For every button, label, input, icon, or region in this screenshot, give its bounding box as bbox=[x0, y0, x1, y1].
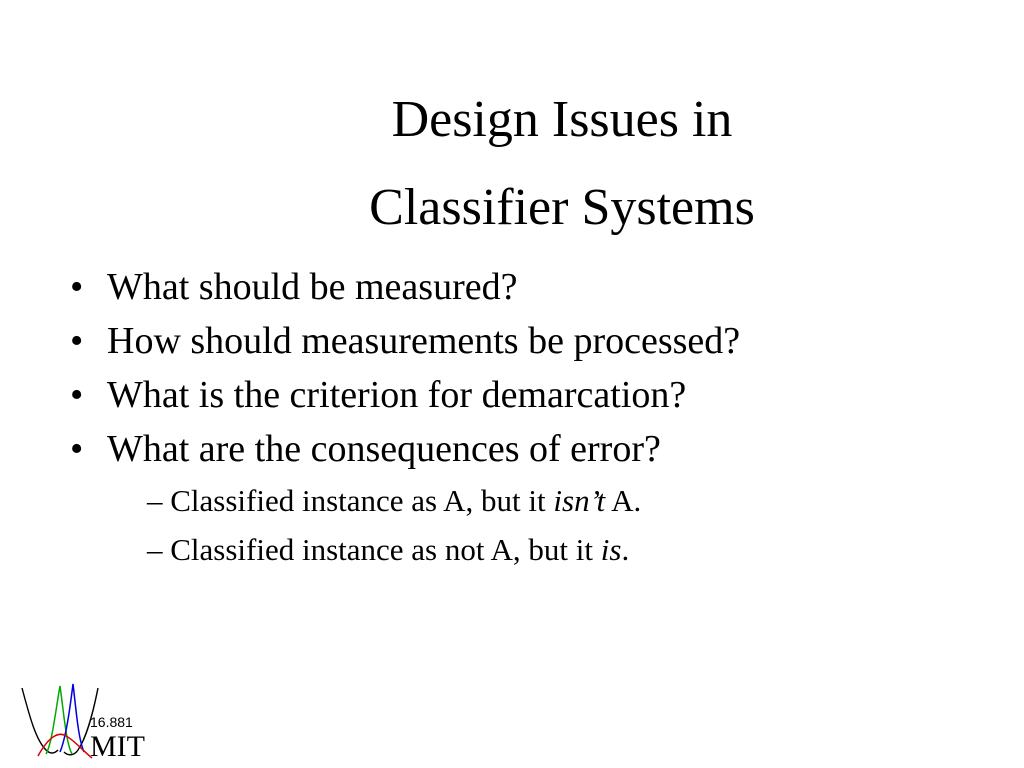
bullet-item bbox=[70, 260, 740, 314]
bullet-item bbox=[70, 368, 740, 422]
sub-bullet-suffix: . bbox=[621, 532, 630, 567]
bullet-marker: • bbox=[70, 428, 84, 470]
slide-title bbox=[0, 76, 1024, 252]
institution-label: MIT bbox=[90, 730, 145, 763]
sub-bullet-emphasis: is bbox=[600, 532, 622, 567]
bullet-marker: • bbox=[70, 266, 84, 308]
sub-bullet-group bbox=[70, 476, 740, 574]
sub-bullet-prefix: – Classified instance as not A, but it bbox=[147, 532, 601, 567]
logo-black-curve-left bbox=[22, 688, 58, 753]
sub-bullet-prefix: – Classified instance as A, but it bbox=[147, 483, 554, 518]
sub-bullet-list bbox=[70, 476, 740, 574]
bullet-text: What are the consequences of error? bbox=[107, 428, 661, 470]
sub-bullet-item bbox=[147, 525, 740, 574]
bullet-list bbox=[70, 260, 740, 574]
title-line-1: Design Issues in bbox=[391, 91, 733, 148]
footer-logo bbox=[20, 678, 160, 768]
distribution-curves-logo-icon bbox=[20, 678, 100, 768]
sub-bullet-suffix: A. bbox=[605, 483, 642, 518]
bullet-marker: • bbox=[70, 374, 84, 416]
bullet-item bbox=[70, 422, 740, 476]
sub-bullet-item bbox=[147, 476, 740, 525]
bullet-text: What is the criterion for demarcation? bbox=[107, 374, 687, 416]
bullet-text: What should be measured? bbox=[107, 266, 518, 308]
title-line-2: Classifier Systems bbox=[369, 179, 755, 236]
bullet-item bbox=[70, 314, 740, 368]
sub-bullet-emphasis: isn’t bbox=[553, 483, 606, 518]
bullet-marker: • bbox=[70, 320, 84, 362]
bullet-text: How should measurements be processed? bbox=[107, 320, 741, 362]
course-number: 16.881 bbox=[90, 714, 133, 730]
